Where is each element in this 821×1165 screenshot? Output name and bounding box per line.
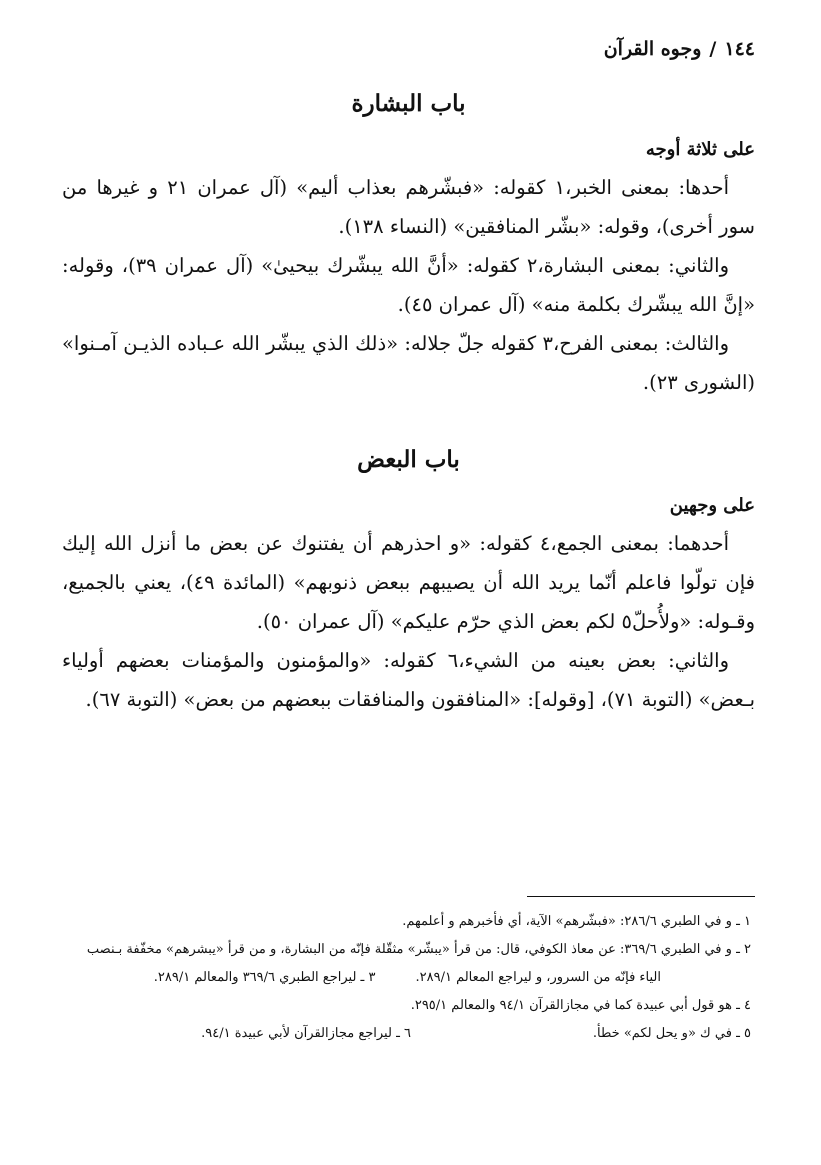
- footnote: ٤ ـ هو قول أبي عبيدة كما في مجازالقرآن ٩٤/١ والمعالم ٢٩٥/١.: [410, 998, 751, 1013]
- footnote: ١ ـ و في الطبري ٢٨٦/٦: «فبشّرهم» الآية، أي فأخبرهم و أعلمهم.: [402, 914, 751, 929]
- paragraph: أحدها: بمعنى الخبر،١ كقوله: «فبشّرهم بعذاب أليم» (آل عمران ٢١ و غيرها من سور أخرى)، وقوله: «بشّر المنافقين» (النساء ١٣٨).: [62, 176, 755, 238]
- footnote: ٣ ـ ليراجع الطبري ٣٦٩/٦ والمعالم ٢٨٩/١.: [153, 970, 376, 985]
- header-separator: /: [709, 38, 717, 60]
- footnote-row: [60, 1020, 751, 1048]
- chapter-subtitle: على وجهين: [669, 495, 755, 516]
- footnote: الياء فإنّه من السرور، و ليراجع المعالم ٢٨٩/١.: [415, 970, 661, 985]
- chapter-subtitle: على ثلاثة أوجه: [645, 139, 755, 160]
- footnotes: [60, 908, 751, 1048]
- footnote: ٥ ـ في ك «و يحل لكم» خطأ.: [592, 1026, 751, 1041]
- footnote: ٢ ـ و في الطبري ٣٦٩/٦: عن معاذ الكوفي، قال: من قرأ «يبشّر» مثقّلة فإنّه من البشارة، و من قرأ «يبشرهم» مخفّفة بـنصب: [86, 942, 751, 957]
- paragraph: والثاني: بمعنى البشارة،٢ كقوله: «أنَّ الله يبشّرك بيحيىٰ» (آل عمران ٣٩)، وقوله: «إنَّ الله يبشّرك بكلمة منه» (آل عمران ٤٥).: [62, 254, 755, 316]
- page-number: ١٤٤: [724, 38, 755, 60]
- chapter-title: باب البشارة: [351, 90, 466, 117]
- chapter-baad: [62, 446, 755, 719]
- book-title: وجوه القرآن: [603, 38, 702, 60]
- footnote-row: [60, 964, 751, 992]
- footnote: ٦ ـ ليراجع مجازالقرآن لأبي عبيدة ٩٤/١.: [201, 1026, 411, 1041]
- running-header: [62, 38, 755, 72]
- paragraph: والثاني: بعض بعينه من الشيء،٦ كقوله: «والمؤمنون والمؤمنات بعضهم أولياء بـعض» (التوبة ٧١)، [وقوله]: «المنافقون والمنافقات ببعضهم من بعض» (التوبة ٦٧).: [62, 649, 755, 711]
- footnote-divider: [527, 896, 755, 897]
- chapter-title: باب البعض: [357, 446, 460, 473]
- paragraph: والثالث: بمعنى الفرح،٣ كقوله جلّ جلاله: «ذلك الذي يبشّر الله عـباده الذيـن آمـنوا» (الشورى ٢٣).: [62, 332, 755, 394]
- paragraph: أحدهما: بمعنى الجمع،٤ كقوله: «و احذرهم أن يفتنوك عن بعض ما أنزل الله إليك فإن تولّوا فاعلم أنّما يريد الله أن يصيبهم ببعض ذنوبهم» (المائدة ٤٩)، يعني بالجميع، وقـوله: «ولأُحلّ٥ لكم بعض الذي حرّم عليكم» (آل عمران ٥٠).: [62, 532, 755, 633]
- chapter-bishara: [62, 90, 755, 402]
